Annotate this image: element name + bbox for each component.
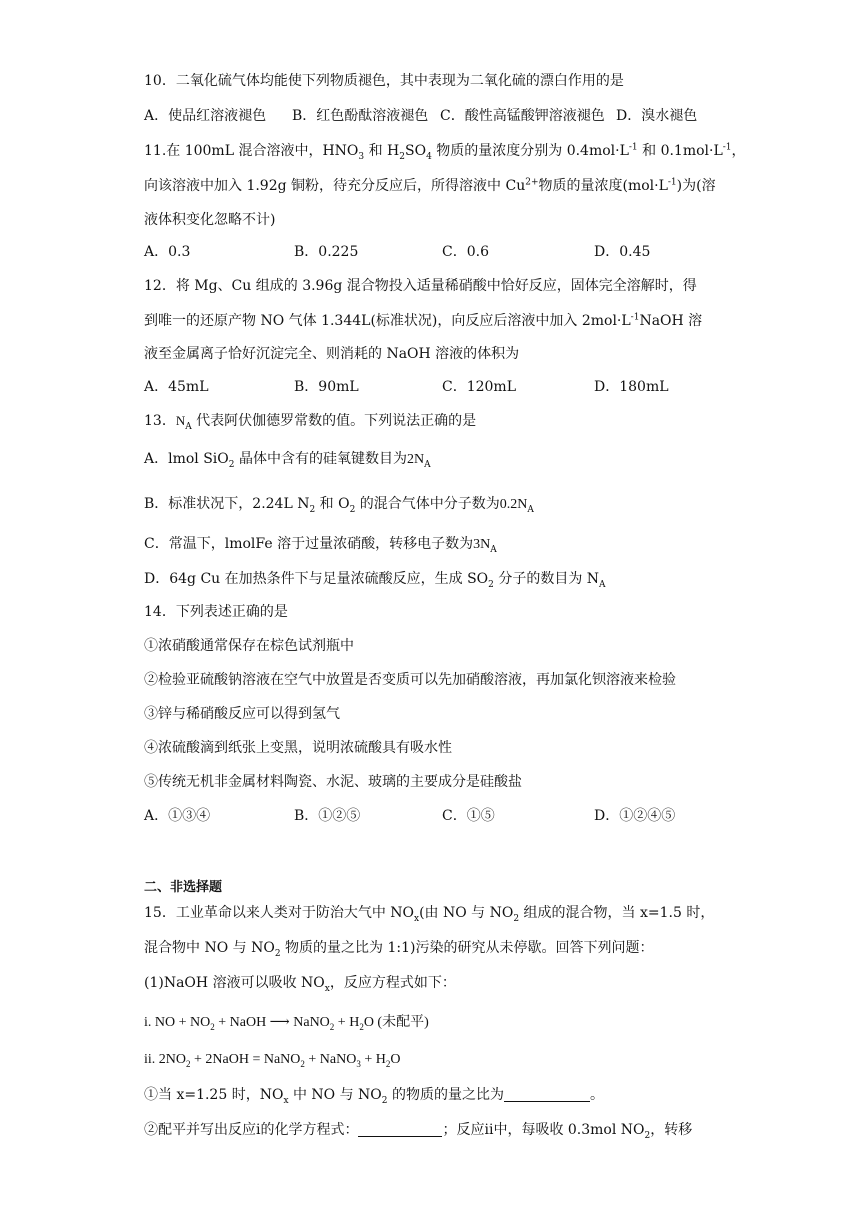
q10-option-d: D．溴水褪色 xyxy=(616,108,698,124)
q15-line-2: 混合物中 NO 与 $NO_2$ 物质的量之比为 1:1)污染的研究从未停歇。回答下列问题： xyxy=(144,940,654,959)
section-title: 二、非选择题 xyxy=(144,880,223,895)
q14-option-d: D．①②④⑤ xyxy=(594,808,676,824)
q12-option-d: D．180mL xyxy=(594,379,669,395)
q15-subquestion-2: ②配平并写出反应i的化学方程式： ；反应ii中，每吸收 0.3mol $NO_2$，转移 xyxy=(144,1122,693,1141)
q12-line-3: 液至金属离子恰好沉淀完全、则消耗的 NaOH 溶液的体积为 xyxy=(144,346,520,362)
q15-equation-i: i. NO + $NO_2$ + NaOH ⟶ NaNO$_2$ + $H_2O$ (未配平) xyxy=(144,1015,429,1032)
q10-option-a: A．使品红溶液褪色 xyxy=(144,108,267,124)
q14-stem: 14．下列表述正确的是 xyxy=(144,604,288,620)
q11-option-b: B．0.225 xyxy=(294,244,359,260)
q11-option-a: A．0.3 xyxy=(144,244,191,260)
q13-option-c: C．常温下，lmolFe 溶于过量浓硝酸，转移电子数为$3N_A$ xyxy=(144,536,497,555)
q10-option-c: C．酸性高锰酸钾溶液褪色 xyxy=(440,108,605,124)
q11-line-1: 11.在 100mL 混合溶液中，$HNO_3$ 和 $H_2SO_4$ 物质的量浓度分别为 $0.4mol\cdot L^{-1}$ 和 $0.1mol\cdot L^{-1}$， xyxy=(144,142,746,162)
q12-option-c: C．120mL xyxy=(442,379,517,395)
q15-line-1: 15．工业革命以来人类对于防治大气中 $NO_x$(由 NO 与 $NO_2$ 组成的混合物，当 x=1.5 时， xyxy=(144,905,715,924)
q14-option-b: B．①②⑤ xyxy=(294,808,361,824)
q12-line-1: 12．将 Mg、Cu 组成的 3.96g 混合物投入适量稀硝酸中恰好反应，固体完全溶解时，得 xyxy=(144,278,697,294)
q11-option-d: D．0.45 xyxy=(594,244,651,260)
q13-stem: 13．$N_A$ 代表阿伏伽德罗常数的值。下列说法正确的是 xyxy=(144,413,477,432)
q11-option-c: C．0.6 xyxy=(442,244,489,260)
q14-option-c: C．①⑤ xyxy=(442,808,495,824)
q11-line-3: 液体积变化忽略不计) xyxy=(144,212,276,228)
q15-equation-ii: ii. $2NO_2$ + 2NaOH = NaNO$_2$ + NaNO$_3$ + $H_2O$ xyxy=(144,1052,401,1069)
q14-item-4: ④浓硫酸滴到纸张上变黑，说明浓硫酸具有吸水性 xyxy=(144,740,452,756)
q10-option-b: B．红色酚酞溶液褪色 xyxy=(292,108,429,124)
q14-option-a: A．①③④ xyxy=(144,808,211,824)
q12-line-2: 到唯一的还原产物 NO 气体 1.344L(标准状况)，向反应后溶液中加入 $2mol\cdot L^{-1}NaOH$ 溶 xyxy=(144,312,703,329)
q10-stem: 10．二氧化硫气体均能使下列物质褪色，其中表现为二氧化硫的漂白作用的是 xyxy=(144,73,624,89)
q14-item-5: ⑤传统无机非金属材料陶瓷、水泥、玻璃的主要成分是硅酸盐 xyxy=(144,774,522,790)
q15-subquestion-1: ①当 x=1.25 时，$NO_x$ 中 NO 与 $NO_2$ 的物质的量之比为 。 xyxy=(144,1087,604,1106)
q12-option-b: B．90mL xyxy=(294,379,359,395)
q13-option-d: D．64g Cu 在加热条件下与足量浓硫酸反应，生成 $SO_2$ 分子的数目为 $N_A$ xyxy=(144,571,606,590)
q15-line-3: (1)NaOH 溶液可以吸收 $NO_x$，反应方程式如下： xyxy=(144,975,456,994)
q11-line-2: 向该溶液中加入 1.92g 铜粉，待充分反应后，所得溶液中 $Cu^{2+}$物质的量浓度$(mol\cdot L^{-1})$为(溶 xyxy=(144,177,716,194)
answer-blank-1[interactable] xyxy=(504,1087,590,1102)
q14-item-1: ①浓硝酸通常保存在棕色试剂瓶中 xyxy=(144,638,354,654)
q12-option-a: A．45mL xyxy=(144,379,209,395)
q13-option-a: A．lmol SiO$_2$ 晶体中含有的硅氧键数目为$2N_A$ xyxy=(144,451,431,470)
q14-item-3: ③锌与稀硝酸反应可以得到氢气 xyxy=(144,706,340,722)
q14-item-2: ②检验亚硫酸钠溶液在空气中放置是否变质可以先加硝酸溶液，再加氯化钡溶液来检验 xyxy=(144,672,676,688)
answer-blank-2[interactable] xyxy=(358,1122,442,1137)
q13-option-b: B．标准状况下，2.24L $N_2$ 和 $O_2$ 的混合气体中分子数为$0.2N_A$ xyxy=(144,496,534,515)
